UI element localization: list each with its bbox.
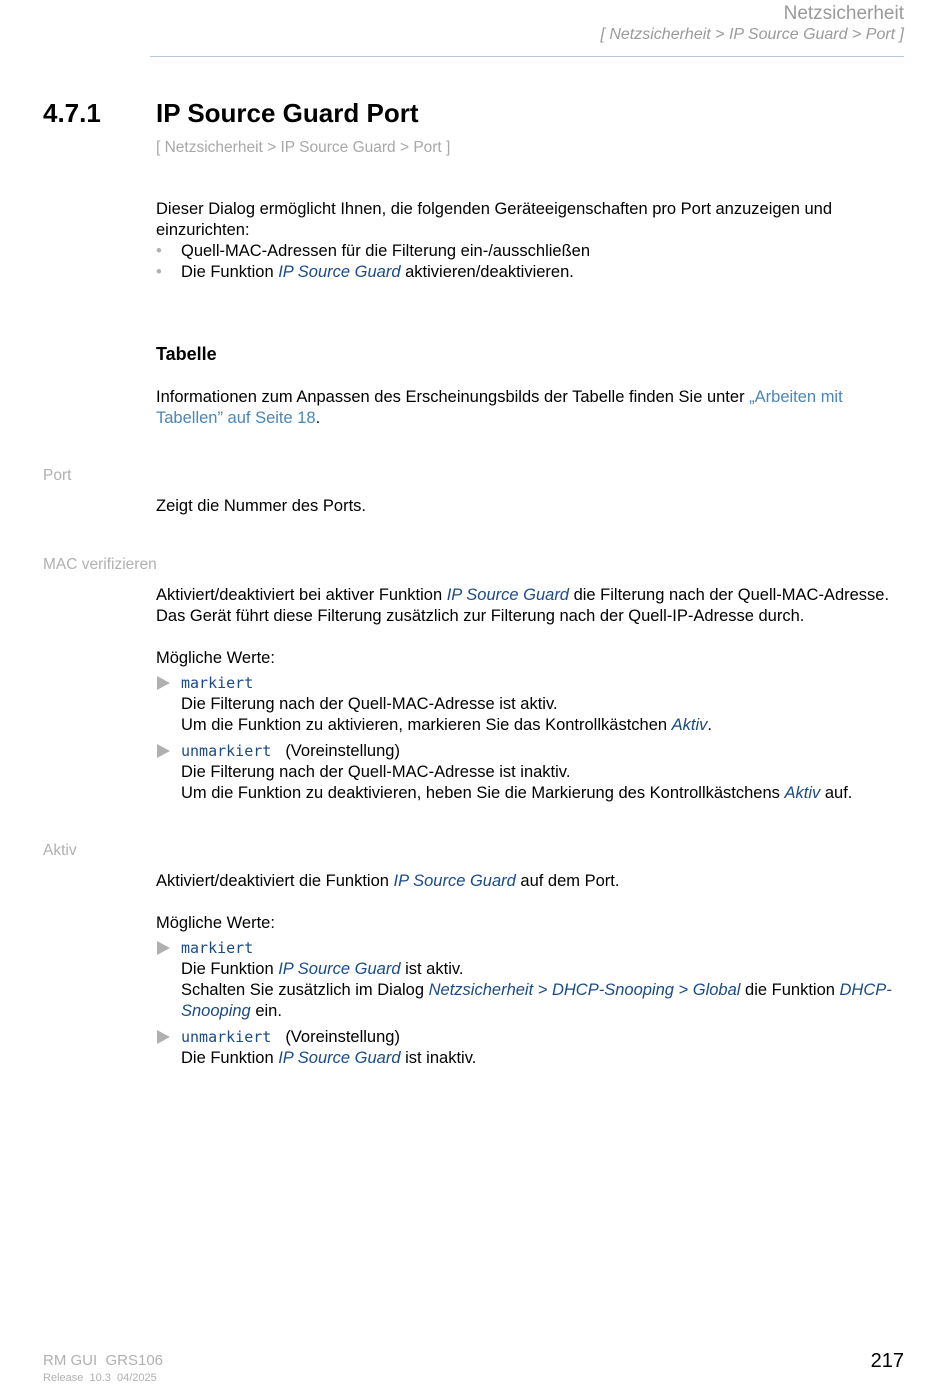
value-code: markiert <box>181 939 254 957</box>
header-divider <box>150 56 904 57</box>
triangle-bullet-icon <box>157 941 170 955</box>
checkbox-name: Aktiv <box>784 784 821 802</box>
function-name: IP Source Guard <box>393 872 516 890</box>
function-name: IP Source Guard <box>278 1049 401 1067</box>
value-line <box>181 959 906 980</box>
footer-release: Release 10.3 04/2025 <box>43 1372 157 1384</box>
triangle-bullet-icon <box>157 676 170 690</box>
text: die Funktion <box>740 981 840 999</box>
text: ist inaktiv. <box>400 1049 477 1067</box>
value-line <box>181 715 906 736</box>
value-code: markiert <box>181 674 254 692</box>
section-title: IP Source Guard Port <box>156 98 419 128</box>
function-name: IP Source Guard <box>446 586 569 604</box>
footer-doc-name: RM GUI GRS106 <box>43 1352 164 1369</box>
text: Aktiviert/deaktiviert bei aktiver Funktion <box>156 586 447 604</box>
text: Die Funktion <box>181 1049 279 1067</box>
aktiv-values-label: Mögliche Werte: <box>156 914 275 932</box>
term-mac-verify: MAC verifizieren <box>43 556 157 573</box>
function-name: DHCP-Snooping <box>181 981 892 1020</box>
text: ist aktiv. <box>400 960 464 978</box>
section-breadcrumb: [ Netzsicherheit > IP Source Guard > Port ] <box>156 139 451 156</box>
aktiv-value-markiert <box>181 938 906 1022</box>
triangle-bullet-icon <box>157 744 170 758</box>
aktiv-value-unmarkiert <box>181 1027 906 1069</box>
mac-values-label: Mögliche Werte: <box>156 649 275 667</box>
default-note: (Voreinstellung) <box>285 1028 400 1046</box>
value-line: Die Filterung nach der Quell-MAC-Adresse ist aktiv. <box>181 695 558 713</box>
dialog-path: Netzsicherheit > DHCP-Snooping > Global <box>428 981 741 999</box>
value-line <box>181 980 906 1022</box>
text: . <box>707 716 713 734</box>
function-name: IP Source Guard <box>278 960 401 978</box>
term-port: Port <box>43 467 72 484</box>
mac-desc-2: Das Gerät führt diese Filterung zusätzlich zur Filterung nach der Quell-IP-Adresse durch. <box>156 607 805 625</box>
text: Um die Funktion zu deaktivieren, heben Sie die Markierung des Kontrollkästchens <box>181 784 785 802</box>
value-code: unmarkiert <box>181 742 272 760</box>
value-line <box>181 783 906 804</box>
tabelle-link[interactable]: „Arbeiten mit Tabellen” auf Seite 18 <box>156 388 843 427</box>
term-aktiv: Aktiv <box>43 842 77 859</box>
intro-bullet-1 <box>156 241 906 262</box>
text: Schalten Sie zusätzlich im Dialog <box>181 981 429 999</box>
bullet-text: Quell-MAC-Adressen für die Filterung ein-/ausschließen <box>181 242 591 260</box>
tabelle-text-post: . <box>315 409 321 427</box>
function-name: IP Source Guard <box>278 263 401 281</box>
bullet-dot: • <box>156 242 162 260</box>
bullet-text-post: aktivieren/deaktivieren. <box>400 263 574 281</box>
mac-value-unmarkiert <box>181 741 906 804</box>
checkbox-name: Aktiv <box>671 716 708 734</box>
bullet-dot: • <box>156 263 162 281</box>
tabelle-text-pre: Informationen zum Anpassen des Erscheinungsbilds der Tabelle finden Sie unter <box>156 388 750 406</box>
value-code: unmarkiert <box>181 1028 272 1046</box>
text: Um die Funktion zu aktivieren, markieren Sie das Kontrollkästchen <box>181 716 672 734</box>
text: ein. <box>250 1002 282 1020</box>
text: auf. <box>820 784 853 802</box>
running-header-title: Netzsicherheit <box>783 3 904 24</box>
port-desc: Zeigt die Nummer des Ports. <box>156 497 366 515</box>
text: Aktiviert/deaktiviert die Funktion <box>156 872 394 890</box>
tabelle-text <box>156 387 906 429</box>
default-note: (Voreinstellung) <box>285 742 400 760</box>
running-header-path: [ Netzsicherheit > IP Source Guard > Port ] <box>600 26 904 43</box>
intro-text: Dieser Dialog ermöglicht Ihnen, die folgenden Geräteeigenschaften pro Port anzuzeigen und einzurichten: <box>156 200 833 239</box>
subsection-heading-tabelle: Tabelle <box>156 344 217 364</box>
triangle-bullet-icon <box>157 1030 170 1044</box>
mac-desc-1 <box>156 585 906 606</box>
intro-bullet-2 <box>156 262 906 283</box>
value-line: Die Filterung nach der Quell-MAC-Adresse ist inaktiv. <box>181 763 571 781</box>
aktiv-desc <box>156 871 906 892</box>
page-number: 217 <box>870 1350 904 1372</box>
text: auf dem Port. <box>515 872 620 890</box>
value-line <box>181 1048 906 1069</box>
section-number: 4.7.1 <box>43 98 101 128</box>
text: die Filterung nach der Quell-MAC-Adresse. <box>569 586 890 604</box>
bullet-text-pre: Die Funktion <box>181 263 279 281</box>
mac-value-markiert <box>181 673 906 736</box>
text: Die Funktion <box>181 960 279 978</box>
